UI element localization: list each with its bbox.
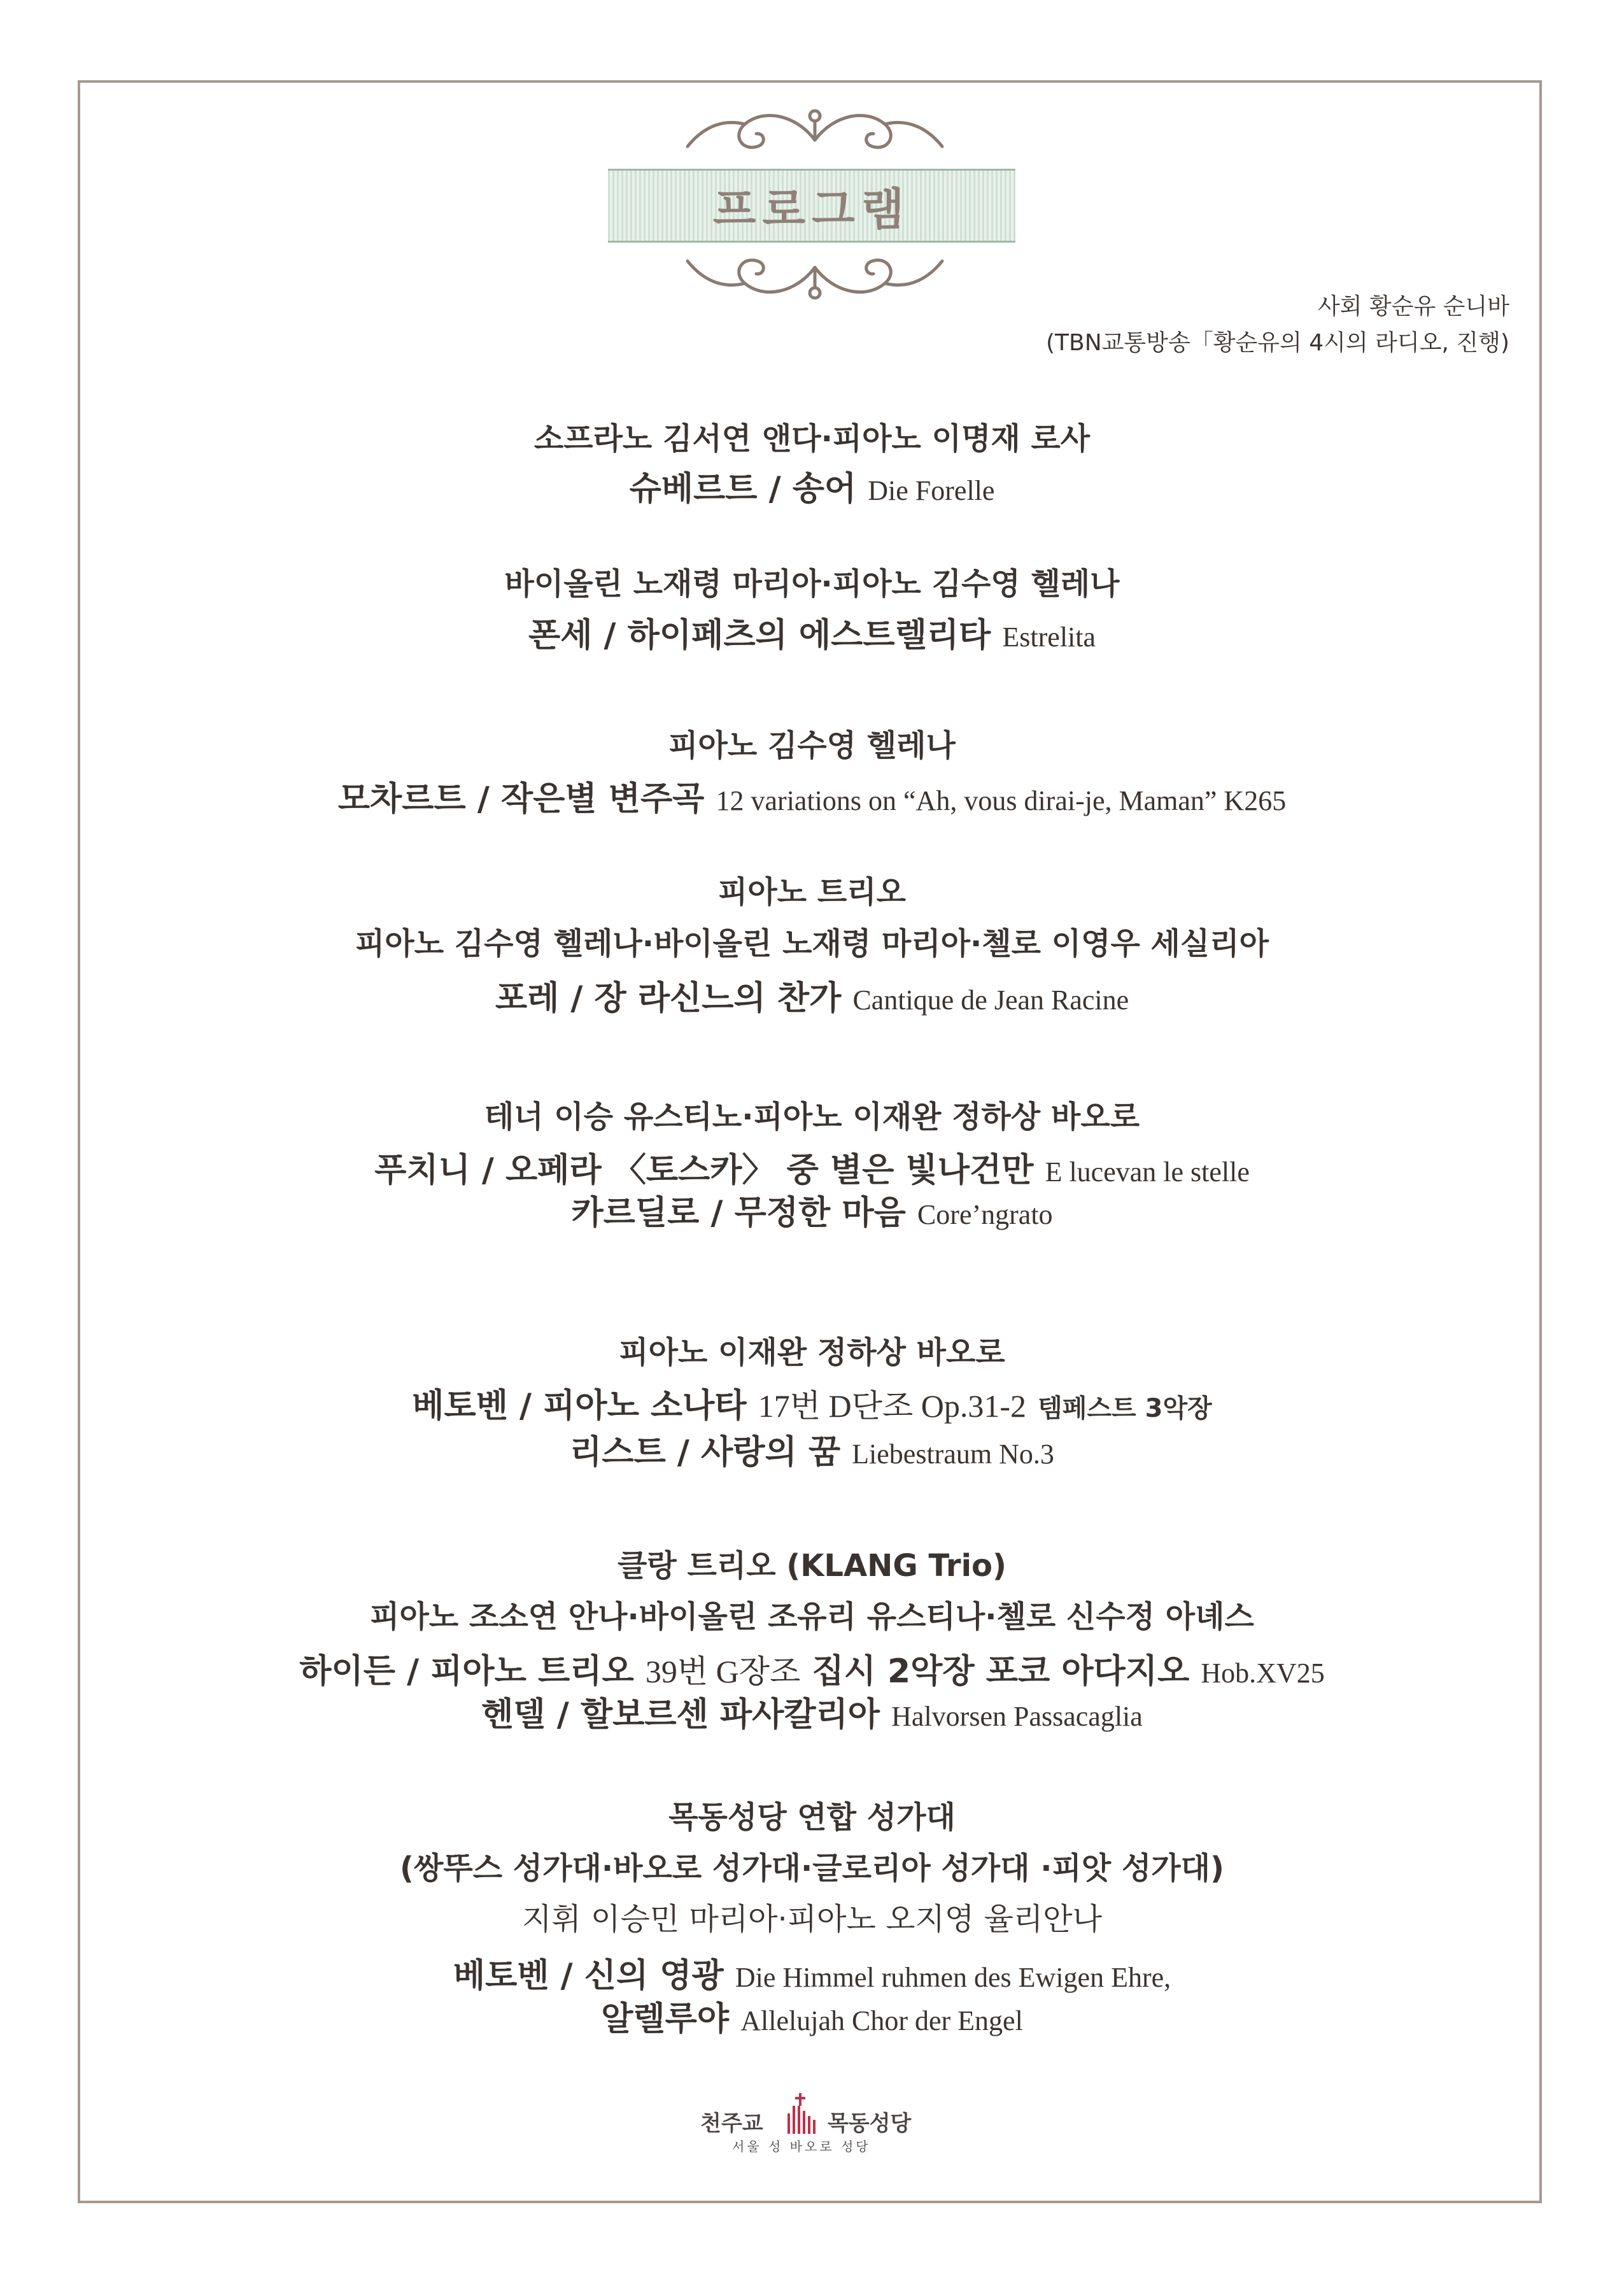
piece-original-title: Die Himmel ruhmen des Ewigen Ehre, xyxy=(735,1962,1171,1993)
piece-original-title: Die Forelle xyxy=(868,475,995,506)
performers-7-detail: 피아노 조소연 안나·바이올린 조유리 유스티나·첼로 신수정 아녜스 xyxy=(370,1599,1254,1635)
piece-3-1 xyxy=(102,772,1522,820)
piece-movement: 템페스트 3악장 xyxy=(1038,1394,1212,1423)
piece-title: 폰세 / 하이페츠의 에스트렐리타 xyxy=(528,616,991,655)
piece-title: 슈베르트 / 송어 xyxy=(629,470,857,508)
piece-1-1 xyxy=(102,462,1522,509)
performers-7: 클랑 트리오 (KLANG Trio) xyxy=(618,1548,1006,1584)
performers-5: 테너 이승 유스티노·피아노 이재완 정하상 바오로 xyxy=(484,1099,1140,1135)
piece-7-1 xyxy=(102,1644,1522,1692)
piece-title: 알렐루야 xyxy=(601,2000,730,2038)
logo-text-right: 목동성당 xyxy=(828,2111,912,2136)
piece-original-title: Estrelita xyxy=(1002,621,1096,653)
piece-original-title: Core’ngrato xyxy=(917,1199,1053,1230)
piece-original-title: Cantique de Jean Racine xyxy=(852,984,1129,1016)
piece-title: 베토벤 / 피아노 소나타 xyxy=(412,1387,747,1425)
piece-title: 푸치니 / 오페라 〈토스카〉 중 별은 빛나건만 xyxy=(374,1151,1034,1189)
parish-logo xyxy=(700,2092,923,2162)
performers-8: 목동성당 연합 성가대 xyxy=(668,1800,956,1835)
piece-catalog: Hob.XV25 xyxy=(1201,1658,1325,1689)
performers-4: 피아노 트리오 xyxy=(718,874,906,910)
performers-3: 피아노 김수영 헬레나 xyxy=(668,728,956,763)
piece-7-2 xyxy=(102,1687,1522,1735)
piece-original-title: 12 variations on “Ah, vous dirai-je, Maman” K265 xyxy=(716,785,1287,816)
piece-title: 포레 / 장 라신느의 찬가 xyxy=(495,979,842,1018)
piece-original-title: Liebestraum No.3 xyxy=(852,1438,1054,1470)
performers-8-detail: 지휘 이승민 마리아·피아노 오지영 율리안나 xyxy=(522,1901,1102,1937)
piece-title: 리스트 / 사랑의 꿈 xyxy=(570,1433,841,1472)
piece-8-1 xyxy=(102,1949,1522,1996)
piece-original-title: Halvorsen Passacaglia xyxy=(891,1701,1143,1732)
performers-2: 바이올린 노재령 마리아·피아노 김수영 헬레나 xyxy=(504,566,1120,602)
piece-original-title: E lucevan le stelle xyxy=(1045,1156,1250,1188)
host-line-2: (TBN교통방송「황순유의 4시의 라디오, 진행) xyxy=(1045,330,1509,356)
title-banner xyxy=(608,169,1015,243)
performers-1: 소프라노 김서연 앤다·피아노 이명재 로사 xyxy=(533,421,1091,457)
piece-title: 헨델 / 할보르센 파사칼리아 xyxy=(481,1696,880,1734)
piece-original-title: Allelujah Chor der Engel xyxy=(740,2005,1023,2036)
piece-title: 모차르트 / 작은별 변주곡 xyxy=(337,780,705,818)
performers-8-choirs: (쌍뚜스 성가대·바오로 성가대·글로리아 성가대 ·피앗 성가대) xyxy=(400,1850,1224,1886)
piece-2-1 xyxy=(102,608,1522,656)
piece-number: 39번 G장조 xyxy=(645,1654,801,1689)
piece-number: 17번 D단조 Op.31-2 xyxy=(758,1388,1027,1424)
church-icon xyxy=(780,2092,824,2136)
piece-title: 하이든 / 피아노 트리오 xyxy=(299,1652,634,1691)
performers-4-detail: 피아노 김수영 헬레나·바이올린 노재령 마리아·첼로 이영우 세실리아 xyxy=(355,926,1269,962)
piece-6-2 xyxy=(102,1425,1522,1473)
piece-5-2 xyxy=(102,1186,1522,1233)
host-line-1: 사회 황순유 순니바 xyxy=(1317,294,1509,320)
piece-subtitle: 집시 2악장 포코 아다지오 xyxy=(812,1652,1190,1691)
performers-6: 피아노 이재완 정하상 바오로 xyxy=(619,1335,1005,1370)
page-title: 프로그램 xyxy=(712,183,911,236)
piece-6-1 xyxy=(102,1379,1522,1426)
piece-5-1 xyxy=(102,1143,1522,1191)
logo-text-left: 천주교 xyxy=(700,2111,763,2136)
piece-title: 카르딜로 / 무정한 마음 xyxy=(571,1194,906,1232)
piece-8-2 xyxy=(102,1992,1522,2040)
logo-subtitle: 서울 성 바오로 성당 xyxy=(732,2139,871,2154)
piece-4-1 xyxy=(102,971,1522,1019)
piece-title: 베토벤 / 신의 영광 xyxy=(453,1957,724,1995)
